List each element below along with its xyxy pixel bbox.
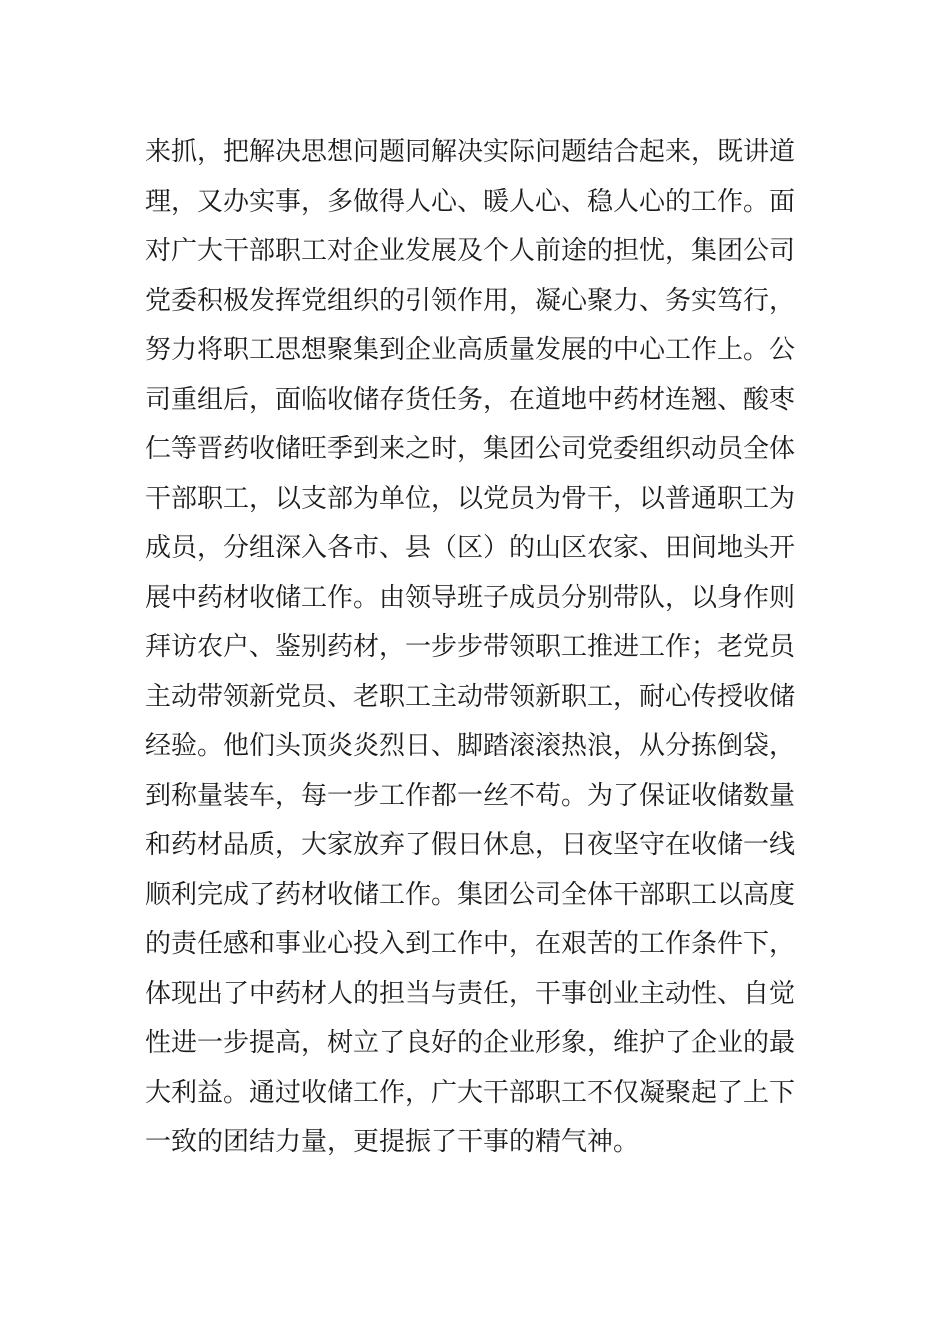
paragraph-line: 展中药材收储工作。由领导班子成员分别带队，以身作则 bbox=[145, 582, 796, 613]
paragraph-line: 来抓，把解决思想问题同解决实际问题结合起来，既讲道 bbox=[145, 137, 796, 167]
paragraph-line: 仁等晋药收储旺季到来之时，集团公司党委组织动员全体 bbox=[145, 434, 796, 464]
paragraph-line: 体现出了中药材人的担当与责任，干事创业主动性、自觉 bbox=[145, 978, 796, 1009]
paragraph-line: 的责任感和事业心投入到工作中，在艰苦的工作条件下， bbox=[145, 929, 796, 959]
paragraph-line: 司重组后，面临收储存货任务，在道地中药材连翘、酸枣 bbox=[145, 384, 796, 415]
paragraph-line: 对广大干部职工对企业发展及个人前途的担忧，集团公司 bbox=[145, 236, 796, 266]
body-paragraph bbox=[145, 128, 815, 1168]
paragraph-line: 到称量装车，每一步工作都一丝不苟。为了保证收储数量 bbox=[145, 780, 796, 811]
paragraph-line: 大利益。通过收储工作，广大干部职工不仅凝聚起了上下 bbox=[145, 1077, 796, 1108]
paragraph-line: 理，又办实事，多做得人心、暖人心、稳人心的工作。面 bbox=[145, 186, 796, 217]
paragraph-line: 努力将职工思想聚集到企业高质量发展的中心工作上。公 bbox=[145, 335, 796, 365]
paragraph-line: 一致的团结力量，更提振了干事的精气神。 bbox=[145, 1127, 640, 1157]
paragraph-line: 和药材品质，大家放弃了假日休息，日夜坚守在收储一线 bbox=[145, 830, 796, 860]
paragraph-line: 党委积极发挥党组织的引领作用，凝心聚力、务实笃行， bbox=[145, 285, 796, 316]
paragraph-line: 成员，分组深入各市、县（区）的山区农家、田间地头开 bbox=[145, 533, 796, 563]
paragraph-line: 顺利完成了药材收储工作。集团公司全体干部职工以高度 bbox=[145, 879, 796, 910]
paragraph-line: 经验。他们头顶炎炎烈日、脚踏滚滚热浪，从分拣倒袋， bbox=[145, 731, 796, 761]
paragraph-line: 干部职工，以支部为单位，以党员为骨干，以普通职工为 bbox=[145, 483, 796, 514]
paragraph-line: 拜访农户、鉴别药材，一步步带领职工推进工作；老党员 bbox=[145, 632, 796, 662]
paragraph-line: 性进一步提高，树立了良好的企业形象，维护了企业的最 bbox=[145, 1028, 796, 1058]
paragraph-line: 主动带领新党员、老职工主动带领新职工，耐心传授收储 bbox=[145, 681, 796, 712]
